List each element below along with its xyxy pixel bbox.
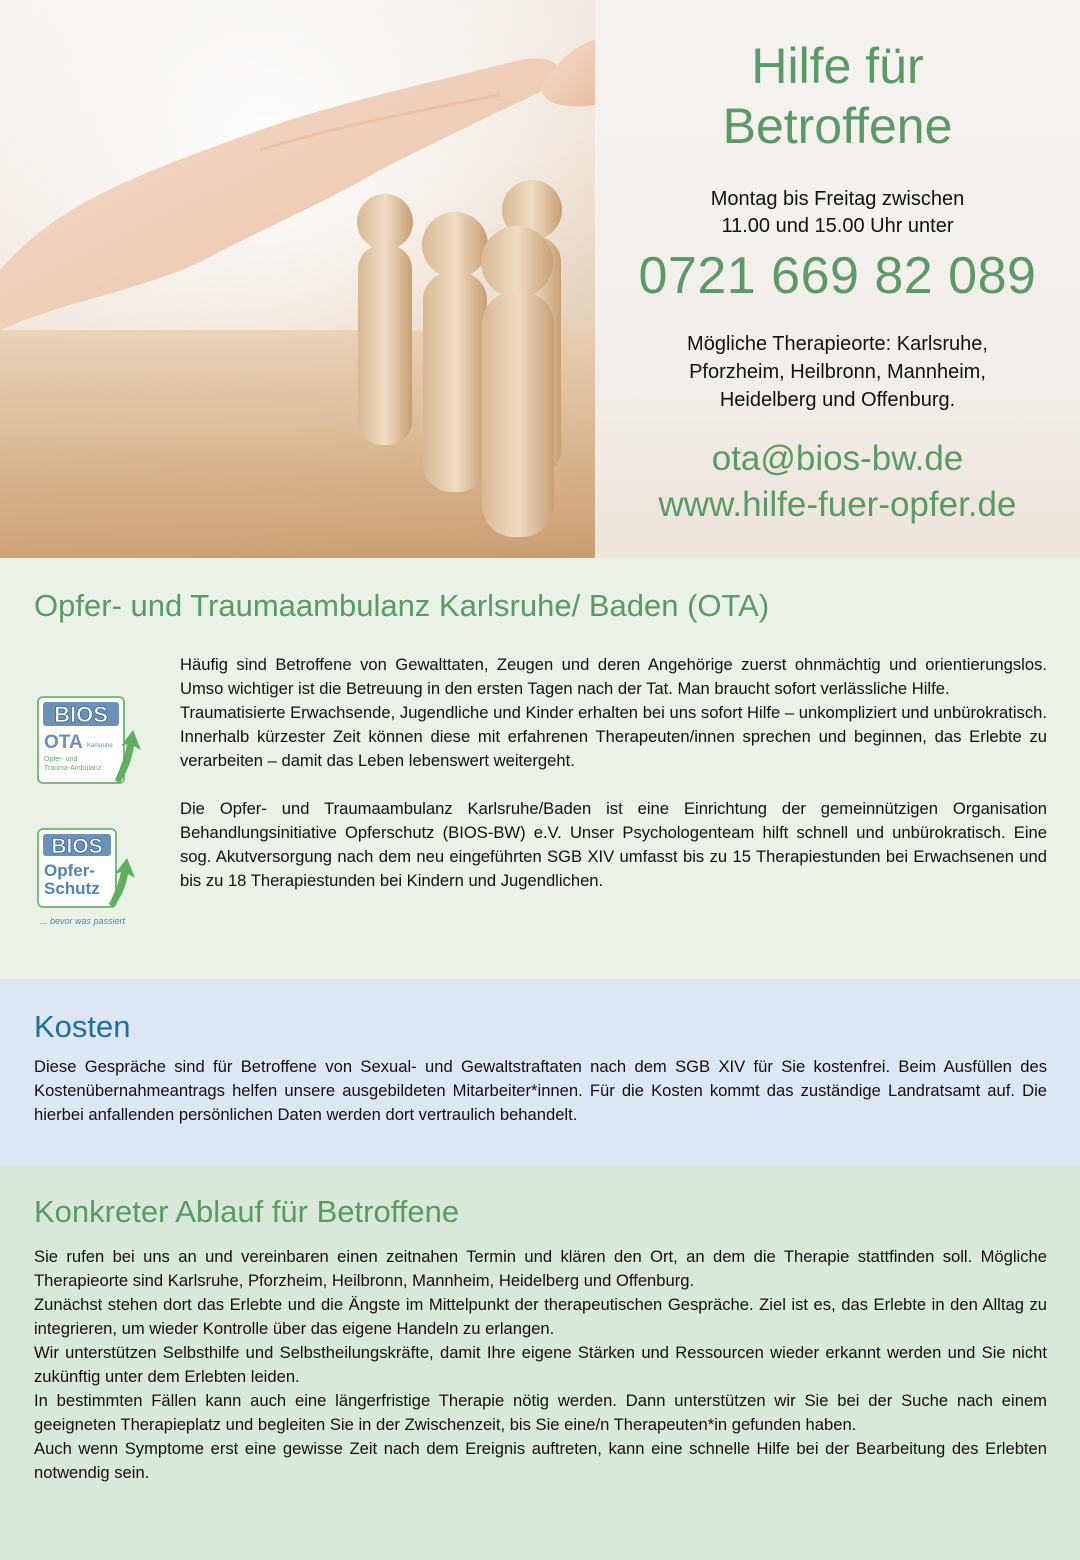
ota-heading: Opfer- und Traumaambulanz Karlsruhe/ Baden (OTA) [34, 588, 770, 623]
ablauf-para5: Auch wenn Symptome erst eine gewisse Zeit nach dem Ereignis auftreten, kann eine schnelle Hilfe bei der Bearbeitung des Erlebten notwendig sein. [34, 1439, 1047, 1482]
bios-opferschutz-logo [37, 828, 149, 928]
ablauf-paragraph [34, 1245, 1047, 1485]
kosten-paragraph: Diese Gespräche sind für Betroffene von Sexual- und Gewaltstraftaten nach dem SGB XIV für Sie kostenfrei. Beim Ausfüllen des Kostenübernahmeantrags helfen unsere ausgebildeten Mitarbeiter*innen. Für die Kosten kommt das zuständige Landratsamt auf. Die hierbei anfallenden persönlichen Daten werden dort vertraulich behandelt. [34, 1057, 1047, 1124]
ota-logo-city: Karlsruhe [87, 743, 113, 749]
opfer-logo-brand: BIOS [51, 835, 103, 858]
office-hours [595, 186, 1080, 240]
ota-para2: Traumatisierte Erwachsende, Jugendliche und Kinder erhalten bei uns sofort Hilfe – unkompliziert und unbürokratisch. Innerhalb kürzester Zeit können diese mit erfahrenen Therapeuten/innen sprechen und beginnen, das Erlebte zu verarbeiten – damit das Leben lebenswert weitergeht. [180, 703, 1047, 770]
hero-title-line2: Betroffene [722, 98, 953, 154]
section-ablauf [0, 1165, 1080, 1560]
hero-illustration [0, 0, 595, 558]
hero-title [595, 36, 1080, 156]
opfer-logo-name1: Opfer- [44, 861, 95, 880]
ablauf-para3: Wir unterstützen Selbsthilfe und Selbstheilungskräfte, damit Ihre eigene Stärken und Ressourcen wieder erkannt werden und Sie nicht zukünftig unter dem Erlebten leiden. [34, 1343, 1047, 1386]
office-hours-line2: 11.00 und 15.00 Uhr unter [721, 215, 954, 237]
ablauf-para1: Sie rufen bei uns an und vereinbaren einen zeitnahen Termin und klären den Ort, an dem die Therapie stattfinden soll. Mögliche Therapieorte sind Karlsruhe, Pforzheim, Heilbronn, Mannheim, Heidelberg und Offenburg. [34, 1247, 1047, 1290]
email-link[interactable]: ota@bios-bw.de [711, 439, 964, 478]
ota-paragraph [180, 653, 1047, 773]
office-hours-line1: Montag bis Freitag zwischen [710, 188, 965, 210]
ota-para3: Die Opfer- und Traumaambulanz Karlsruhe/Baden ist eine Einrichtung der gemeinnützigen Organisation Behandlungsinitiative Opferschutz (BIOS-BW) e.V. Unser Psychologenteam hilft schnell und unbürokratisch. Eine sog. Akutversorgung nach dem neu eingeführten SGB XIV umfasst bis zu 15 Therapiestunden bei Erwachsenen und bis zu 18 Therapiestunden bei Kindern und Jugendlichen. [180, 799, 1047, 890]
ablauf-body [34, 1245, 1047, 1485]
section-ota [0, 558, 1080, 979]
ablauf-para4: In bestimmten Fällen kann auch eine längerfristige Therapie nötig werden. Dann unterstützen wir Sie bei der Suche nach einem geeigneten Therapieplatz und begleiten Sie in der Zwischenzeit, bis Sie eine/n Therapeuten*in gefunden haben. [34, 1391, 1047, 1434]
ota-logo-brand: BIOS [54, 702, 108, 727]
therapy-locations-line1: Mögliche Therapieorte: Karlsruhe, [687, 333, 988, 355]
phone-number[interactable]: 0721 669 82 089 [638, 247, 1037, 305]
kosten-heading: Kosten [34, 1009, 131, 1044]
ota-body [180, 653, 1047, 893]
bios-ota-logo [37, 696, 147, 788]
website-link[interactable]: www.hilfe-fuer-opfer.de [658, 485, 1017, 524]
contact-links [595, 436, 1080, 528]
ota-para1: Häufig sind Betroffene von Gewalttaten, Zeugen und deren Angehörige zuerst ohnmächtig und orientierungslos. Umso wichtiger ist die Betreuung in den ersten Tagen nach der Tat. Man braucht sofort verlässliche Hilfe. [180, 655, 1047, 698]
ota-logo-sub2: Trauma-Ambulanz [44, 765, 102, 772]
opfer-logo-name2: Schutz [44, 879, 100, 898]
ota-logo-name: OTA [44, 732, 83, 753]
kosten-body [34, 1055, 1047, 1127]
ablauf-para2: Zunächst stehen dort das Erlebte und die Ängste im Mittelpunkt der therapeutischen Gespräche. Ziel ist es, das Erlebte in den Alltag zu integrieren, um wieder Kontrolle über das eigene Handeln zu erlangen. [34, 1295, 1047, 1338]
hero-banner [0, 0, 1080, 558]
section-kosten [0, 979, 1080, 1165]
ablauf-heading: Konkreter Ablauf für Betroffene [34, 1194, 460, 1229]
ota-logo-sub1: Opfer- und [44, 756, 78, 763]
opfer-logo-tagline: ... bevor was passiert [40, 916, 126, 926]
hero-title-line1: Hilfe für [751, 38, 924, 94]
therapy-locations-line3: Heidelberg und Offenburg. [719, 389, 956, 411]
therapy-locations-line2: Pforzheim, Heilbronn, Mannheim, [689, 361, 986, 383]
therapy-locations [595, 330, 1080, 414]
hero-photo-hands-protecting-wooden-figures [0, 0, 595, 558]
